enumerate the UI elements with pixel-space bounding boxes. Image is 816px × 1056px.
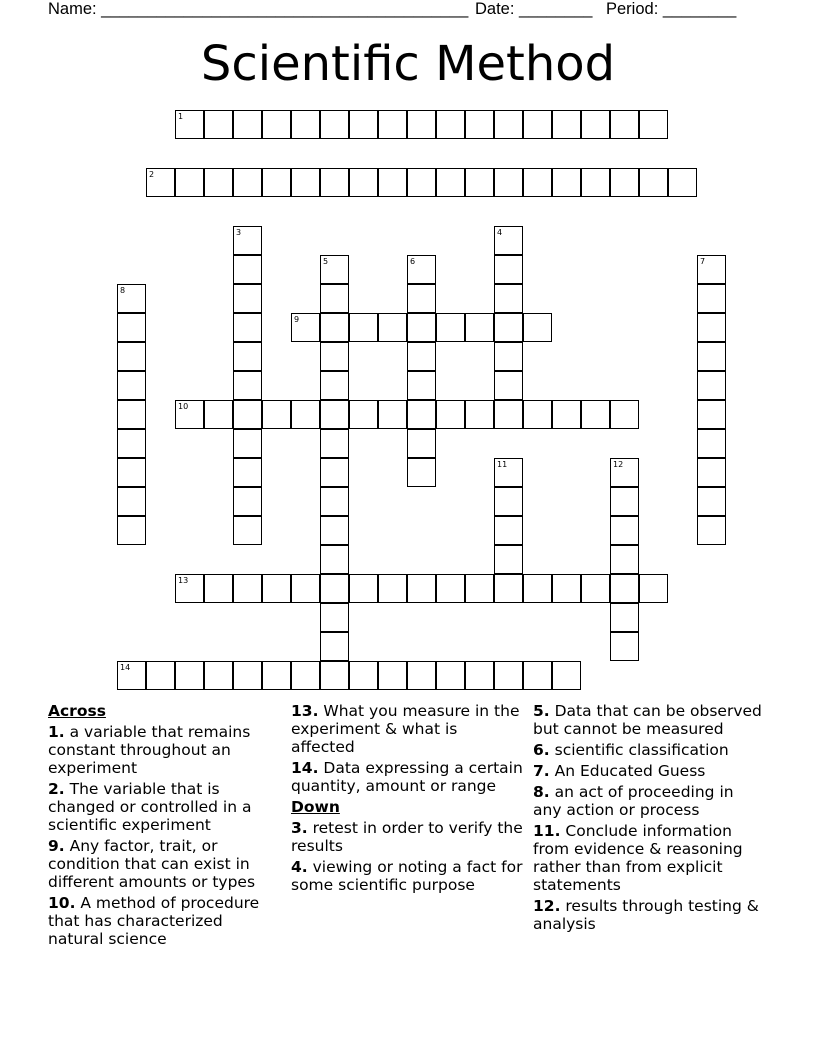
grid-cell[interactable] <box>117 516 146 545</box>
clues-column-3 <box>533 702 765 936</box>
grid-cell[interactable] <box>494 516 523 545</box>
grid-cell[interactable] <box>349 661 378 690</box>
clue-item-number: 7. <box>533 762 550 780</box>
grid-cell[interactable] <box>494 226 523 255</box>
grid-cell[interactable] <box>233 516 262 545</box>
grid-cell[interactable] <box>320 487 349 516</box>
grid-cell[interactable] <box>407 661 436 690</box>
grid-cell[interactable] <box>378 661 407 690</box>
clue-item-number: 10. <box>48 894 76 912</box>
grid-cell[interactable] <box>581 110 610 139</box>
grid-cell[interactable] <box>204 574 233 603</box>
grid-cell[interactable] <box>610 574 639 603</box>
grid-cell[interactable] <box>349 400 378 429</box>
grid-cell[interactable] <box>175 661 204 690</box>
grid-cell[interactable] <box>610 603 639 632</box>
grid-cell[interactable] <box>494 487 523 516</box>
grid-cell[interactable] <box>233 429 262 458</box>
grid-cell[interactable] <box>610 632 639 661</box>
grid-cell[interactable] <box>262 661 291 690</box>
clue-item <box>533 822 765 894</box>
clue-item-text: retest in order to verify the results <box>291 819 523 855</box>
grid-cell[interactable] <box>465 313 494 342</box>
grid-cell[interactable] <box>494 458 523 487</box>
grid-cell[interactable] <box>668 168 697 197</box>
grid-cell[interactable] <box>697 342 726 371</box>
grid-cell[interactable] <box>320 516 349 545</box>
clue-item <box>533 783 765 819</box>
grid-cell[interactable] <box>378 574 407 603</box>
grid-cell[interactable] <box>639 110 668 139</box>
grid-cell[interactable] <box>494 400 523 429</box>
grid-cell[interactable] <box>697 255 726 284</box>
grid-cell[interactable] <box>523 400 552 429</box>
clue-item-number: 4. <box>291 858 308 876</box>
grid-cell[interactable] <box>378 400 407 429</box>
across-clue-list-continued <box>291 702 523 795</box>
grid-cell[interactable] <box>320 400 349 429</box>
grid-cell[interactable] <box>581 574 610 603</box>
grid-cell[interactable] <box>349 110 378 139</box>
grid-cell[interactable] <box>291 661 320 690</box>
grid-cell[interactable] <box>204 168 233 197</box>
grid-cell[interactable] <box>262 574 291 603</box>
clue-item-text: Data expressing a certain quantity, amount or range <box>291 759 523 795</box>
clue-number: 4 <box>497 228 503 237</box>
grid-cell[interactable] <box>262 110 291 139</box>
grid-cell[interactable] <box>291 400 320 429</box>
grid-cell[interactable] <box>523 661 552 690</box>
grid-cell[interactable] <box>320 313 349 342</box>
grid-cell[interactable] <box>465 661 494 690</box>
grid-cell[interactable] <box>407 110 436 139</box>
clue-number: 2 <box>149 170 155 179</box>
clue-item-number: 1. <box>48 723 65 741</box>
grid-cell[interactable] <box>407 400 436 429</box>
grid-cell[interactable] <box>146 168 175 197</box>
clue-item <box>48 894 280 948</box>
grid-cell[interactable] <box>204 661 233 690</box>
grid-cell[interactable] <box>610 458 639 487</box>
clue-item <box>291 702 523 756</box>
down-heading: Down <box>291 798 340 816</box>
grid-cell[interactable] <box>320 632 349 661</box>
grid-cell[interactable] <box>175 110 204 139</box>
clue-item-text: Data that can be observed but cannot be measured <box>533 702 762 738</box>
grid-cell[interactable] <box>291 168 320 197</box>
grid-cell[interactable] <box>320 284 349 313</box>
clue-item-text: scientific classification <box>549 741 729 759</box>
grid-cell[interactable] <box>349 168 378 197</box>
grid-cell[interactable] <box>436 168 465 197</box>
grid-cell[interactable] <box>320 429 349 458</box>
grid-cell[interactable] <box>407 342 436 371</box>
grid-cell[interactable] <box>262 168 291 197</box>
clue-item-text: a variable that remains constant throughout an experiment <box>48 723 251 777</box>
grid-cell[interactable] <box>552 400 581 429</box>
grid-cell[interactable] <box>407 429 436 458</box>
page-title: Scientific Method <box>200 36 616 92</box>
grid-cell[interactable] <box>117 487 146 516</box>
grid-cell[interactable] <box>117 458 146 487</box>
grid-cell[interactable] <box>117 371 146 400</box>
grid-cell[interactable] <box>552 661 581 690</box>
grid-cell[interactable] <box>378 110 407 139</box>
clues-column-1 <box>48 702 280 951</box>
clue-item <box>48 780 280 834</box>
grid-cell[interactable] <box>320 661 349 690</box>
grid-cell[interactable] <box>436 110 465 139</box>
clue-item-number: 3. <box>291 819 308 837</box>
grid-cell[interactable] <box>465 110 494 139</box>
clue-number: 5 <box>323 257 329 266</box>
grid-cell[interactable] <box>117 313 146 342</box>
clue-item-text: Conclude information from evidence & reasoning rather than from explicit statements <box>533 822 743 894</box>
clue-item <box>533 762 765 780</box>
grid-cell[interactable] <box>697 284 726 313</box>
grid-cell[interactable] <box>581 400 610 429</box>
grid-cell[interactable] <box>436 661 465 690</box>
grid-cell[interactable] <box>117 661 146 690</box>
grid-cell[interactable] <box>494 661 523 690</box>
grid-cell[interactable] <box>291 110 320 139</box>
clue-item <box>533 702 765 738</box>
grid-cell[interactable] <box>494 284 523 313</box>
clue-item-text: The variable that is changed or controlled in a scientific experiment <box>48 780 252 834</box>
clue-item-number: 8. <box>533 783 550 801</box>
grid-cell[interactable] <box>407 371 436 400</box>
grid-cell[interactable] <box>233 255 262 284</box>
grid-cell[interactable] <box>117 429 146 458</box>
grid-cell[interactable] <box>494 168 523 197</box>
grid-cell[interactable] <box>552 168 581 197</box>
grid-cell[interactable] <box>262 400 291 429</box>
grid-cell[interactable] <box>233 487 262 516</box>
grid-cell[interactable] <box>320 110 349 139</box>
grid-cell[interactable] <box>378 313 407 342</box>
grid-cell[interactable] <box>407 255 436 284</box>
grid-cell[interactable] <box>494 574 523 603</box>
grid-cell[interactable] <box>320 342 349 371</box>
grid-cell[interactable] <box>204 400 233 429</box>
grid-cell[interactable] <box>610 168 639 197</box>
clue-item-number: 2. <box>48 780 65 798</box>
grid-cell[interactable] <box>320 545 349 574</box>
clue-item-text: viewing or noting a fact for some scientific purpose <box>291 858 523 894</box>
grid-cell[interactable] <box>523 110 552 139</box>
across-heading: Across <box>48 702 106 720</box>
grid-cell[interactable] <box>320 458 349 487</box>
clue-item <box>48 723 280 777</box>
grid-cell[interactable] <box>697 371 726 400</box>
clue-number: 1 <box>178 112 184 121</box>
grid-cell[interactable] <box>233 342 262 371</box>
name-field-label: Name: ________________________________________ <box>48 0 469 18</box>
grid-cell[interactable] <box>552 574 581 603</box>
grid-cell[interactable] <box>233 168 262 197</box>
grid-cell[interactable] <box>204 110 233 139</box>
grid-cell[interactable] <box>117 284 146 313</box>
clue-item-text: What you measure in the experiment & what is affected <box>291 702 520 756</box>
grid-cell[interactable] <box>233 226 262 255</box>
clue-number: 6 <box>410 257 416 266</box>
clue-item-number: 11. <box>533 822 561 840</box>
grid-cell[interactable] <box>697 429 726 458</box>
clue-number: 8 <box>120 286 126 295</box>
grid-cell[interactable] <box>494 545 523 574</box>
clue-number: 7 <box>700 257 706 266</box>
grid-cell[interactable] <box>610 487 639 516</box>
grid-cell[interactable] <box>639 168 668 197</box>
grid-cell[interactable] <box>407 458 436 487</box>
clue-number: 10 <box>178 402 189 411</box>
clue-item-number: 6. <box>533 741 550 759</box>
clue-item-text: A method of procedure that has characterized natural science <box>48 894 260 948</box>
clue-item <box>533 897 765 933</box>
clue-item <box>533 741 765 759</box>
grid-cell[interactable] <box>407 313 436 342</box>
grid-cell[interactable] <box>175 400 204 429</box>
grid-cell[interactable] <box>465 400 494 429</box>
grid-cell[interactable] <box>233 313 262 342</box>
grid-cell[interactable] <box>291 313 320 342</box>
grid-cell[interactable] <box>378 168 407 197</box>
grid-cell[interactable] <box>233 458 262 487</box>
clue-item-text: Any factor, trait, or condition that can exist in different amounts or types <box>48 837 256 891</box>
grid-cell[interactable] <box>494 371 523 400</box>
clue-item-number: 13. <box>291 702 319 720</box>
grid-cell[interactable] <box>697 516 726 545</box>
grid-cell[interactable] <box>436 574 465 603</box>
grid-cell[interactable] <box>639 574 668 603</box>
date-field-label: Date: ________ <box>475 0 593 18</box>
down-clue-list <box>291 819 523 894</box>
grid-cell[interactable] <box>523 313 552 342</box>
grid-cell[interactable] <box>436 313 465 342</box>
clue-number: 13 <box>178 576 189 585</box>
clue-number: 9 <box>294 315 300 324</box>
grid-cell[interactable] <box>697 400 726 429</box>
grid-cell[interactable] <box>523 168 552 197</box>
clue-item-text: An Educated Guess <box>549 762 706 780</box>
grid-cell[interactable] <box>146 661 175 690</box>
grid-cell[interactable] <box>610 545 639 574</box>
grid-cell[interactable] <box>465 168 494 197</box>
grid-cell[interactable] <box>175 168 204 197</box>
grid-cell[interactable] <box>320 574 349 603</box>
grid-cell[interactable] <box>697 487 726 516</box>
down-clue-list-continued <box>533 702 765 933</box>
grid-cell[interactable] <box>610 400 639 429</box>
grid-cell[interactable] <box>610 516 639 545</box>
grid-cell[interactable] <box>233 284 262 313</box>
clue-item-number: 5. <box>533 702 550 720</box>
grid-cell[interactable] <box>465 574 494 603</box>
grid-cell[interactable] <box>117 342 146 371</box>
clue-item <box>291 759 523 795</box>
clue-item-number: 12. <box>533 897 561 915</box>
clue-item-number: 9. <box>48 837 65 855</box>
clues-column-2 <box>291 702 523 897</box>
grid-cell[interactable] <box>436 400 465 429</box>
grid-cell[interactable] <box>407 168 436 197</box>
grid-cell[interactable] <box>320 255 349 284</box>
grid-cell[interactable] <box>494 313 523 342</box>
grid-cell[interactable] <box>233 574 262 603</box>
grid-cell[interactable] <box>407 284 436 313</box>
grid-cell[interactable] <box>233 400 262 429</box>
across-clue-list <box>48 723 280 948</box>
grid-cell[interactable] <box>581 168 610 197</box>
grid-cell[interactable] <box>320 168 349 197</box>
clue-number: 3 <box>236 228 242 237</box>
grid-cell[interactable] <box>175 574 204 603</box>
clue-number: 11 <box>497 460 508 469</box>
grid-cell[interactable] <box>320 603 349 632</box>
clue-item <box>48 837 280 891</box>
grid-cell[interactable] <box>523 574 552 603</box>
grid-cell[interactable] <box>610 110 639 139</box>
grid-cell[interactable] <box>349 574 378 603</box>
grid-cell[interactable] <box>697 458 726 487</box>
grid-cell[interactable] <box>320 371 349 400</box>
clue-number: 14 <box>120 663 131 672</box>
grid-cell[interactable] <box>552 110 581 139</box>
clue-item <box>291 819 523 855</box>
grid-cell[interactable] <box>117 400 146 429</box>
grid-cell[interactable] <box>697 313 726 342</box>
period-field-label: Period: ________ <box>606 0 737 18</box>
grid-cell[interactable] <box>233 110 262 139</box>
grid-cell[interactable] <box>494 342 523 371</box>
clue-item-text: results through testing & analysis <box>533 897 759 933</box>
grid-cell[interactable] <box>291 574 320 603</box>
grid-cell[interactable] <box>407 574 436 603</box>
clue-item-text: an act of proceeding in any action or process <box>533 783 734 819</box>
grid-cell[interactable] <box>349 313 378 342</box>
clue-item-number: 14. <box>291 759 319 777</box>
grid-cell[interactable] <box>494 255 523 284</box>
clue-number: 12 <box>613 460 624 469</box>
grid-cell[interactable] <box>233 661 262 690</box>
clue-item <box>291 858 523 894</box>
grid-cell[interactable] <box>494 110 523 139</box>
grid-cell[interactable] <box>233 371 262 400</box>
